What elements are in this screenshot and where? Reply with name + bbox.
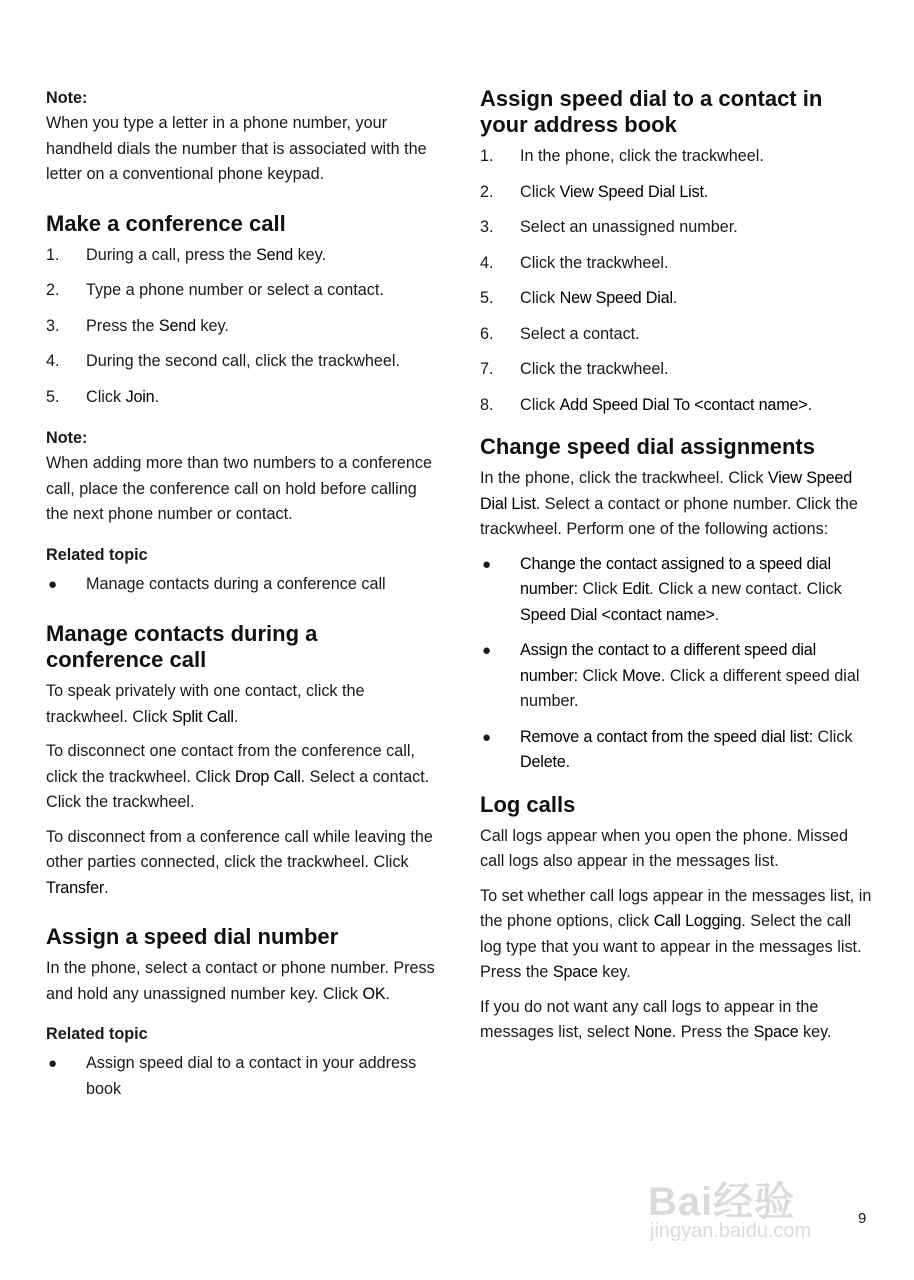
paragraph: In the phone, click the trackwheel. Click View Speed Dial List. Select a contact or phone number. Click the trackwheel. Perform one of the following actions: <box>480 469 858 538</box>
note-label: Note: <box>46 89 88 107</box>
related-topic-label: Related topic <box>46 1025 148 1043</box>
related-topic-link[interactable]: ● Manage contacts during a conference call <box>46 572 438 598</box>
paragraph: To disconnect one contact from the conference call, click the trackwheel. Click Drop Call. Select a contact. Click the trackwheel. <box>46 742 430 811</box>
list-item: 1. In the phone, click the trackwheel. <box>480 147 764 165</box>
list-item: 5. Click Join. <box>46 387 159 406</box>
paragraph: To set whether call logs appear in the messages list, in the phone options, click Call Logging. Select the call log type that you want to appear in the messages list. Press the Space key. <box>480 886 872 981</box>
section-title-assign: Assign a speed dial number <box>46 924 339 949</box>
section-title-address-book: Assign speed dial to a contact in your address book <box>480 86 823 137</box>
bullet-icon: ● <box>48 1055 58 1072</box>
list-item: ● Remove a contact from the speed dial list: Click Delete. <box>480 725 872 776</box>
conference-steps <box>46 243 438 411</box>
related-topic-link[interactable]: ● Assign speed dial to a contact in your address book <box>46 1051 438 1102</box>
list-item: 2. Type a phone number or select a contact. <box>46 281 384 299</box>
note-text: When you type a letter in a phone number, your handheld dials the number that is associated with the letter on a conventional phone keypad. <box>46 114 427 183</box>
list-item: 2. Click View Speed Dial List. <box>480 182 709 201</box>
list-item: 4. Click the trackwheel. <box>480 253 669 272</box>
section-title-change: Change speed dial assignments <box>480 434 815 459</box>
paragraph: Call logs appear when you open the phone. Missed call logs also appear in the messages list. <box>480 826 849 870</box>
change-actions <box>480 552 872 776</box>
section-title-manage: Manage contacts during a conference call <box>46 621 318 672</box>
section-title-conference: Make a conference call <box>46 210 286 236</box>
related-topics <box>46 1051 438 1102</box>
list-item: 3. Select an unassigned number. <box>480 218 738 236</box>
left-column <box>46 86 438 1112</box>
bullet-icon: ● <box>482 555 492 573</box>
list-item: 5. Click New Speed Dial. <box>480 289 678 307</box>
watermark-brand: Bai经验 <box>648 1180 796 1224</box>
related-topic-label: Related topic <box>46 545 148 564</box>
paragraph: To disconnect from a conference call while leaving the other parties connected, click the trackwheel. Click Transfer. <box>46 827 433 897</box>
bullet-icon: ● <box>482 642 492 659</box>
bullet-icon: ● <box>48 575 58 593</box>
watermark-url: jingyan.baidu.com <box>650 1220 812 1242</box>
paragraph: To speak privately with one contact, click the trackwheel. Click Split Call. <box>46 682 365 726</box>
list-item: 1. During a call, press the Send key. <box>46 245 327 264</box>
list-item: 3. Press the Send key. <box>46 316 229 335</box>
list-item: ● Assign the contact to a different speed dial number: Click Move. Click a different speed dial number. <box>480 638 872 715</box>
list-item: 6. Select a contact. <box>480 324 640 343</box>
list-item: 7. Click the trackwheel. <box>480 360 669 378</box>
page-number: 9 <box>858 1210 867 1227</box>
list-item: 4. During the second call, click the trackwheel. <box>46 352 401 370</box>
paragraph: If you do not want any call logs to appear in the messages list, select None. Press the Space key. <box>480 997 832 1041</box>
address-book-steps <box>480 144 872 418</box>
list-item: ● Change the contact assigned to a speed dial number: Click Edit. Click a new contact. Click Speed Dial <contact name>. <box>480 552 872 629</box>
right-column <box>480 86 872 1055</box>
related-topics <box>46 572 438 598</box>
paragraph: In the phone, select a contact or phone number. Press and hold any unassigned number key. Click OK. <box>46 959 435 1003</box>
note-text: When adding more than two numbers to a conference call, place the conference call on hold before calling the next phone number or contact. <box>46 454 433 523</box>
section-title-log-calls: Log calls <box>480 791 576 817</box>
baidu-watermark <box>648 1140 868 1250</box>
note-label: Note: <box>46 429 88 447</box>
bullet-icon: ● <box>482 728 492 746</box>
list-item: 8. Click Add Speed Dial To <contact name>. <box>480 395 813 414</box>
